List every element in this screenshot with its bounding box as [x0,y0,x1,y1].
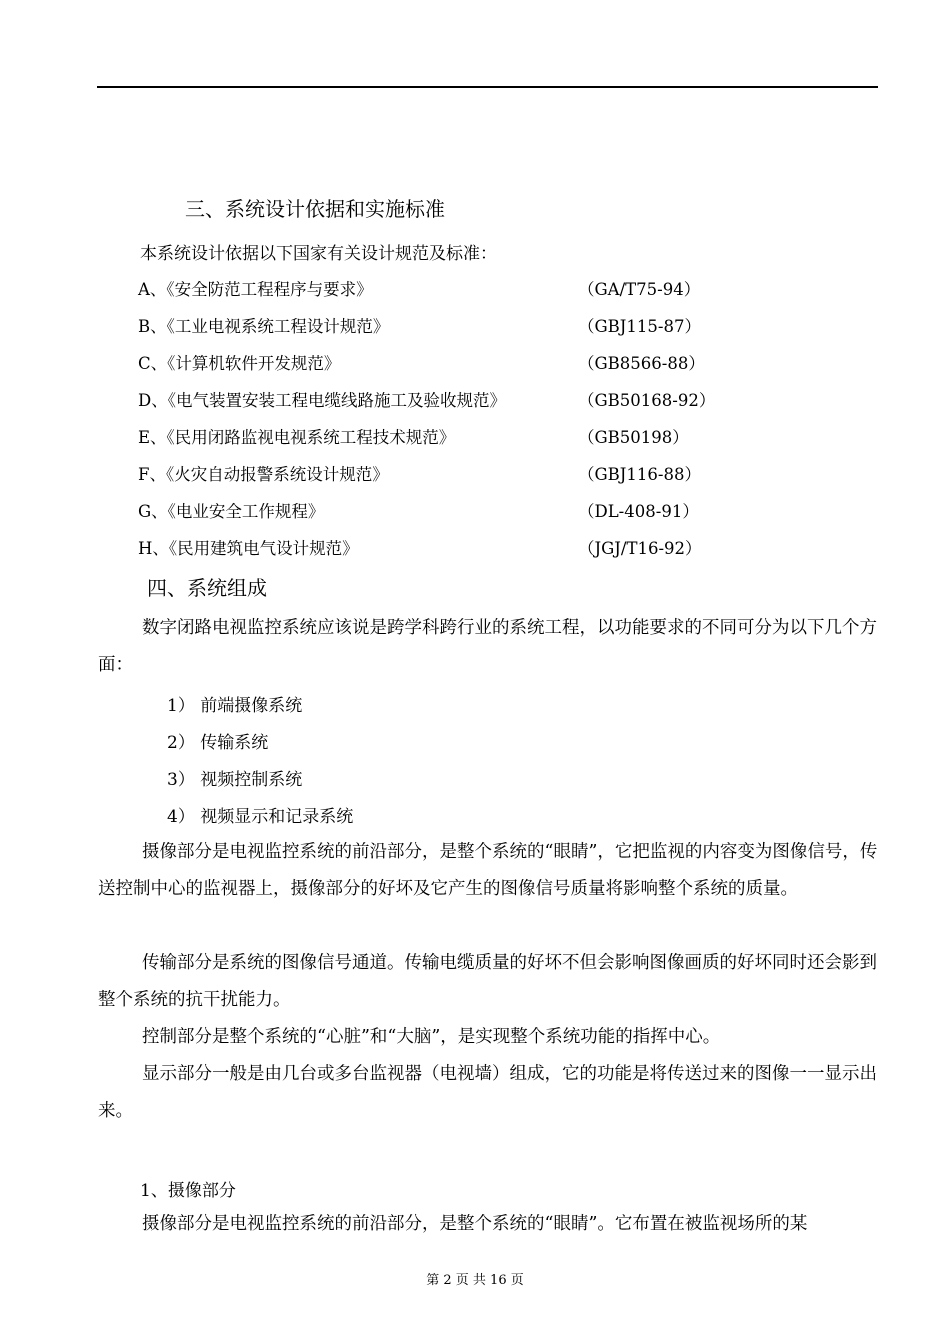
section-3-intro: 本系统设计依据以下国家有关设计规范及标准： [140,244,497,264]
header-rule [97,86,878,88]
standard-e-label: E、《民用闭路监视电视系统工程技术规范》 [138,428,456,447]
page-footer: 第 2 页 共 16 页 [426,1273,524,1288]
standard-d-code: （GB50168-92） [578,391,716,410]
standard-b-code: （GBJ115-87） [578,317,701,336]
standard-a-code: （GA/T75-94） [578,280,701,299]
standard-b-label: B、《工业电视系统工程设计规范》 [138,317,390,336]
standard-h-label: H、《民用建筑电气设计规范》 [138,539,359,558]
standard-g-code: （DL-408-91） [578,502,699,521]
control-part-paragraph: 控制部分是整个系统的“心脏”和“大脑”，是实现整个系统功能的指挥中心。 [142,1027,721,1047]
transmission-part-paragraph: 传输部分是系统的图像信号通道。传输电缆质量的好坏不但会影响图像画质的好坏同时还会影到整个系统的抗干扰能力。 [98,953,877,1010]
standard-f-label: F、《火灾自动报警系统设计规范》 [138,465,389,484]
standard-c-code: （GB8566-88） [578,354,705,373]
component-item-3: 3） 视频控制系统 [167,770,303,790]
component-item-1: 1） 前端摄像系统 [167,696,303,716]
subsection-1-paragraph: 摄像部分是电视监控系统的前沿部分，是整个系统的“眼睛”。它布置在被监视场所的某 [142,1214,808,1234]
standard-c-label: C、《计算机软件开发规范》 [138,354,341,373]
section-4-intro: 数字闭路电视监控系统应该说是跨学科跨行业的系统工程，以功能要求的不同可分为以下几个方面： [98,618,877,675]
section-4-heading: 四、系统组成 [147,576,267,600]
subsection-1-heading: 1、摄像部分 [140,1181,236,1201]
standard-h-code: （JGJ/T16-92） [578,539,702,558]
standard-g-label: G、《电业安全工作规程》 [138,502,325,521]
standard-f-code: （GBJ116-88） [578,465,701,484]
component-item-4: 4） 视频显示和记录系统 [167,807,354,827]
display-part-paragraph: 显示部分一般是由几台或多台监视器（电视墙）组成，它的功能是将传送过来的图像一一显示出来。 [98,1064,877,1121]
standard-a-label: A、《安全防范工程程序与要求》 [138,280,373,299]
component-item-2: 2） 传输系统 [167,733,269,753]
camera-part-paragraph: 摄像部分是电视监控系统的前沿部分，是整个系统的“眼睛”，它把监视的内容变为图像信号，传送控制中心的监视器上，摄像部分的好坏及它产生的图像信号质量将影响整个系统的质量。 [98,842,878,899]
standard-d-label: D、《电气装置安装工程电缆线路施工及验收规范》 [138,391,506,410]
standard-e-code: （GB50198） [578,428,689,447]
section-3-heading: 三、系统设计依据和实施标准 [185,197,445,221]
